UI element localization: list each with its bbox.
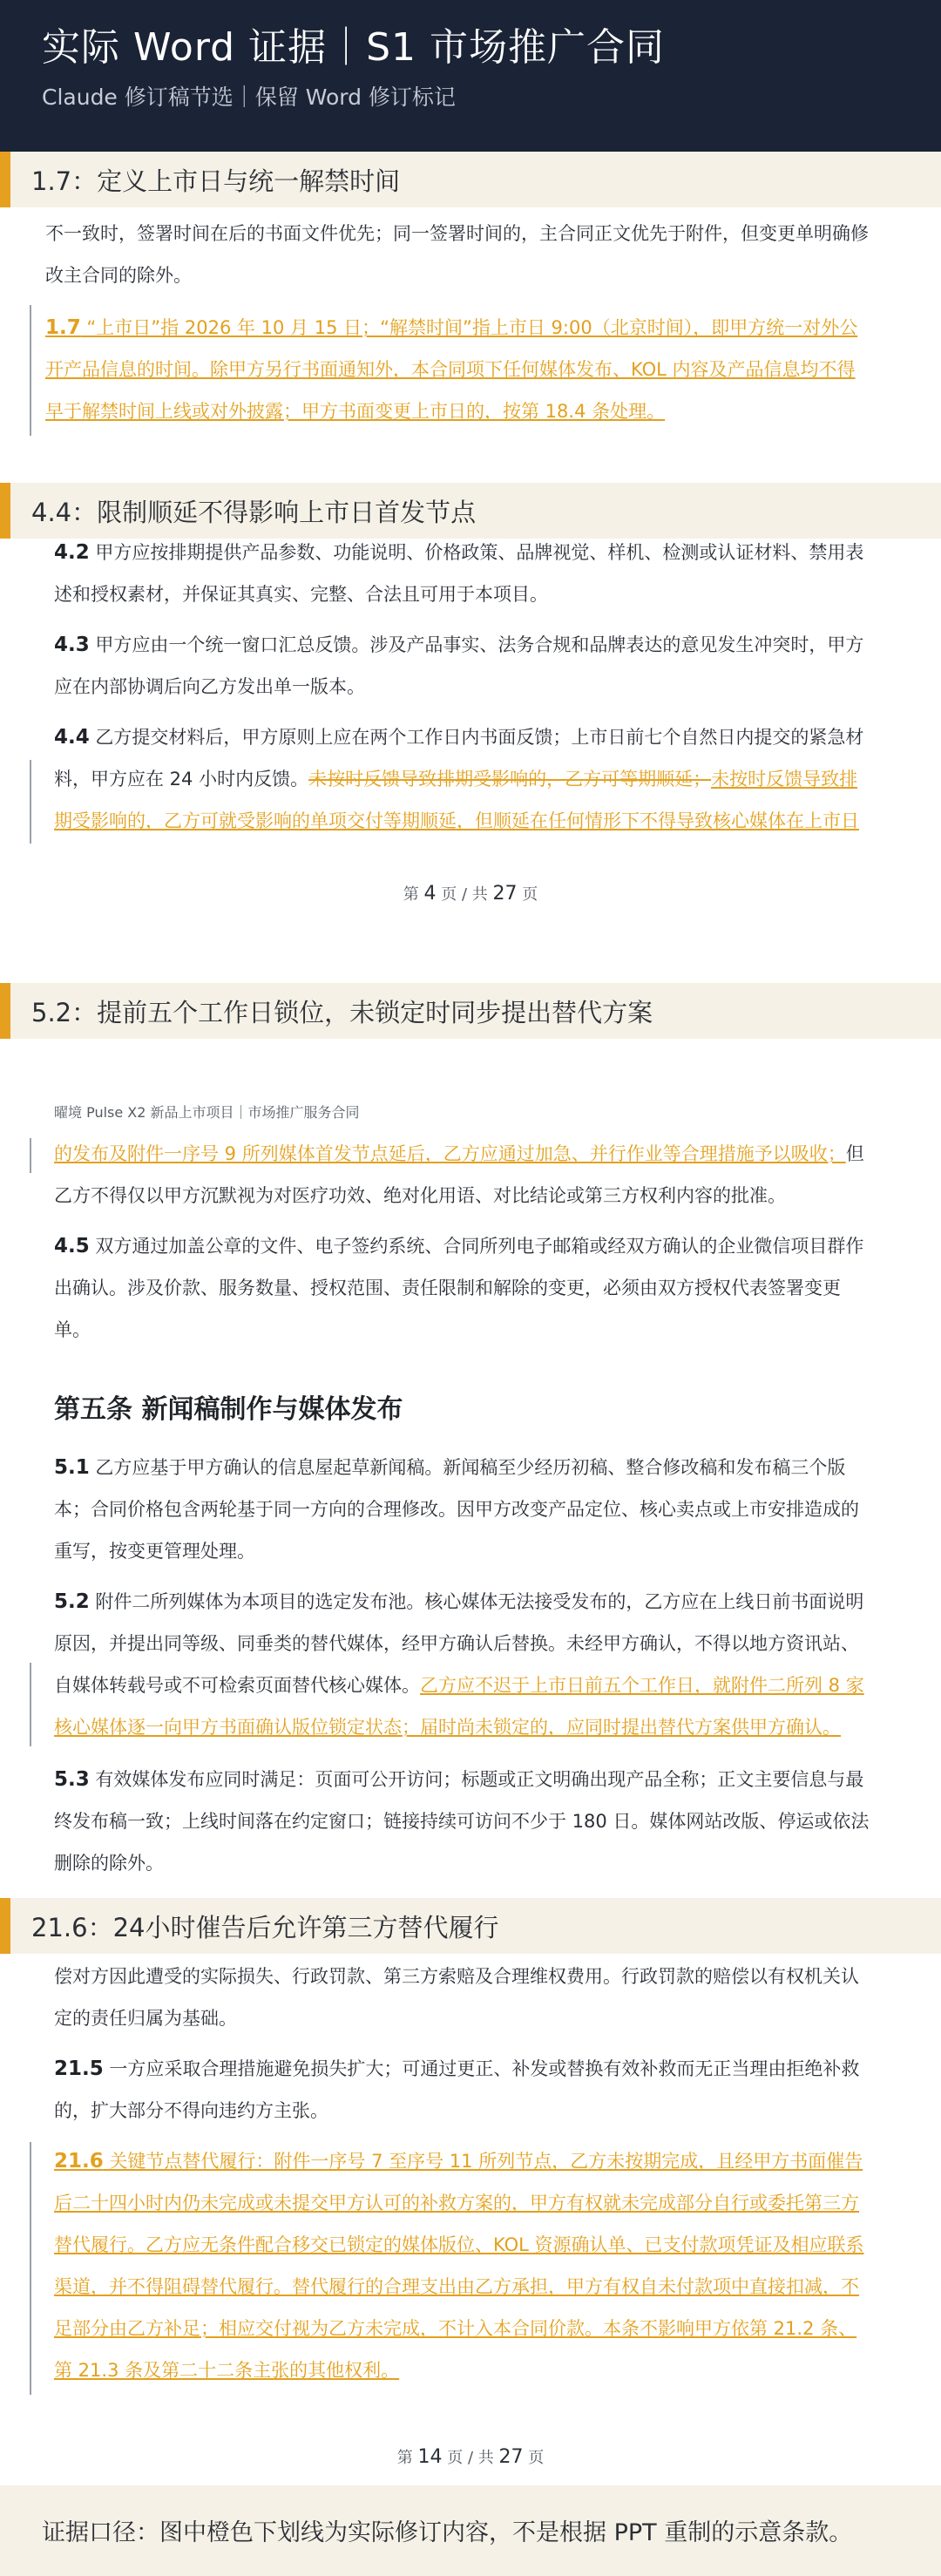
section-band-1-7 [0,152,941,207]
revision-text: 未按时反馈导致排期受影响的，乙方可就受影响的单项交付等期顺延，但顺延在任何情形下不得导致核心媒体在上市日 [54,769,859,831]
section-label: 5.2：提前五个工作日锁位，未锁定时同步提出替代方案 [31,998,653,1027]
clause-text: 乙方应基于甲方确认的信息屋起草新闻稿。新闻稿至少经历初稿、整合修改稿和发布稿三个版本；合同价格包含两轮基于同一方向的合理修改。因甲方改变产品定位、核心卖点或上市安排造成的重写，按变更管理处理。 [54,1457,859,1562]
clause-number: 5.2 [54,1590,90,1613]
section-label: 21.6：24小时催告后允许第三方替代履行 [31,1913,499,1942]
page-number: 第 4 页 / 共 27 页 [403,883,538,905]
clause-number: 4.5 [54,1235,90,1257]
revision-text: 的发布及附件一序号 9 所列媒体首发节点延后，乙方应通过加急、并行作业等合理措施予以吸收； [54,1143,846,1164]
revision-marker-line [30,2142,31,2395]
clause-21-6 [54,2140,871,2391]
clause-21-5 [54,2048,871,2132]
paragraph-damages: 偿对方因此遭受的实际损失、行政罚款、第三方索赔及合理维权费用。行政罚款的赔偿以有权机关认定的责任归属为基础。 [54,1966,859,2029]
clause-text: 乙方提交材料后，甲方原则上应在两个工作日内书面反馈；上市日前七个自然日内提交的紧急材料，甲方应在 24 小时内反馈。 [54,727,864,790]
evidence-footer [0,2485,941,2576]
clause-text: 双方通过加盖公章的文件、电子签约系统、合同所列电子邮箱或经双方确认的企业微信项目群作出确认。涉及价款、服务数量、授权范围、责任限制和解除的变更，必须由双方授权代表签署变更单。 [54,1236,864,1340]
clause-number: 5.3 [54,1768,90,1791]
clause-4-3 [54,624,871,708]
revision-marker-line [30,1663,31,1746]
clause-number: 21.6 [54,2150,104,2173]
chapter-heading: 第五条 新闻稿制作与媒体发布 [54,1394,403,1425]
accent-bar [0,152,10,207]
section-band-4-4 [0,483,941,539]
section-band-21-6 [0,1898,941,1954]
page-subtitle: Claude 修订稿节选｜保留 Word 修订标记 [42,85,456,110]
clause-number: 4.4 [54,726,90,749]
clause-text: 甲方应由一个统一窗口汇总反馈。涉及产品事实、法务合规和品牌表达的意见发生冲突时，甲方应在内部协调后向乙方发出单一版本。 [54,634,864,697]
clause-number: 1.7 [45,316,81,339]
revision-marker-line [30,1138,31,1173]
clause-number: 4.2 [54,541,90,564]
page-number: 第 14 页 / 共 27 页 [396,2446,545,2468]
clause-4-5 [54,1225,871,1351]
clause-number: 21.5 [54,2057,104,2080]
clause-4-4-continued [54,1133,871,1217]
title-banner [0,0,941,152]
accent-bar [0,483,10,539]
accent-bar [0,983,10,1039]
revision-text: 乙方应不迟于上市日前五个工作日，就附件二所列 8 家核心媒体逐一向甲方书面确认版位锁定状态；届时尚未锁定的，应同时提出替代方案供甲方确认。 [54,1675,864,1738]
revision-text: “上市日”指 2026 年 10 月 15 日；“解禁时间”指上市日 9:00（北京时间），即甲方统一对外公开产品信息的时间。除甲方另行书面通知外，本合同项下任何媒体发布、KOL 内容及产品信息均不得早于解禁时间上线或对外披露；甲方书面变更上市日的，按第 18.4 条处理。 [45,317,858,422]
footer-note: 证据口径：图中橙色下划线为实际修订内容，不是根据 PPT 重制的示意条款。 [42,2519,853,2546]
accent-bar [0,1898,10,1954]
revision-marker-line [30,760,31,844]
clause-text: 但乙方不得仅以甲方沉默视为对医疗功效、绝对化用语、对比结论或第三方权利内容的批准。 [54,1143,864,1206]
deleted-text: 未按时反馈导致排期受影响的，乙方可等期顺延； [308,769,712,790]
clause-4-4 [54,716,871,842]
revision-1-7 [45,307,871,432]
clause-number: 4.3 [54,634,90,656]
revision-text: 关键节点替代履行：附件一序号 7 至序号 11 所列节点，乙方未按期完成，且经甲方书面催告后二十四小时内仍未完成或未提交甲方认可的补救方案的，甲方有权就未完成部分自行或委托第三方替代履行。乙方应无条件配合移交已锁定的媒体版位、KOL 资源确认单、已支付款项凭证及相应联系渠道，并不得阻碍替代履行。替代履行的合理支出由乙方承担，甲方有权自未付款项中直接扣减，不足部分由乙方补足；相应交付视为乙方未完成，不计入本合同价款。本条不影响甲方依第 21.2 条、第 21.3 条及第二十二条主张的其他权利。 [54,2151,864,2381]
section-label: 1.7：定义上市日与统一解禁时间 [31,166,401,196]
clause-text: 有效媒体发布应同时满足：页面可公开访问；标题或正文明确出现产品全称；正文主要信息与最终发布稿一致；上线时间落在约定窗口；链接持续可访问不少于 180 日。媒体网站改版、停运或依法删除的除外。 [54,1769,870,1874]
clause-5-3 [54,1759,871,1884]
document-running-header: 曜境 Pulse X2 新品上市项目｜市场推广服务合同 [54,1104,360,1121]
clause-text: 一方应采取合理措施避免损失扩大；可通过更正、补发或替换有效补救而无正当理由拒绝补救的，扩大部分不得向违约方主张。 [54,2058,860,2121]
paragraph-priority: 不一致时，签署时间在后的书面文件优先；同一签署时间的，主合同正文优先于附件，但变更单明确修改主合同的除外。 [45,223,869,286]
clause-4-2 [54,532,871,615]
clause-5-1 [54,1447,871,1572]
section-band-5-2 [0,983,941,1039]
clause-number: 5.1 [54,1456,90,1479]
clause-5-2 [54,1581,871,1748]
page-title: 实际 Word 证据｜S1 市场推广合同 [42,25,665,70]
revision-marker-line [30,305,31,436]
clause-text: 附件二所列媒体为本项目的选定发布池。核心媒体无法接受发布的，乙方应在上线日前书面说明原因，并提出同等级、同垂类的替代媒体，经甲方确认后替换。未经甲方确认，不得以地方资讯站、自媒体转载号或不可检索页面替代核心媒体。 [54,1591,864,1696]
clause-text: 甲方应按排期提供产品参数、功能说明、价格政策、品牌视觉、样机、检测或认证材料、禁用表述和授权素材，并保证其真实、完整、合法且可用于本项目。 [54,542,864,605]
section-label: 4.4：限制顺延不得影响上市日首发节点 [31,498,477,527]
